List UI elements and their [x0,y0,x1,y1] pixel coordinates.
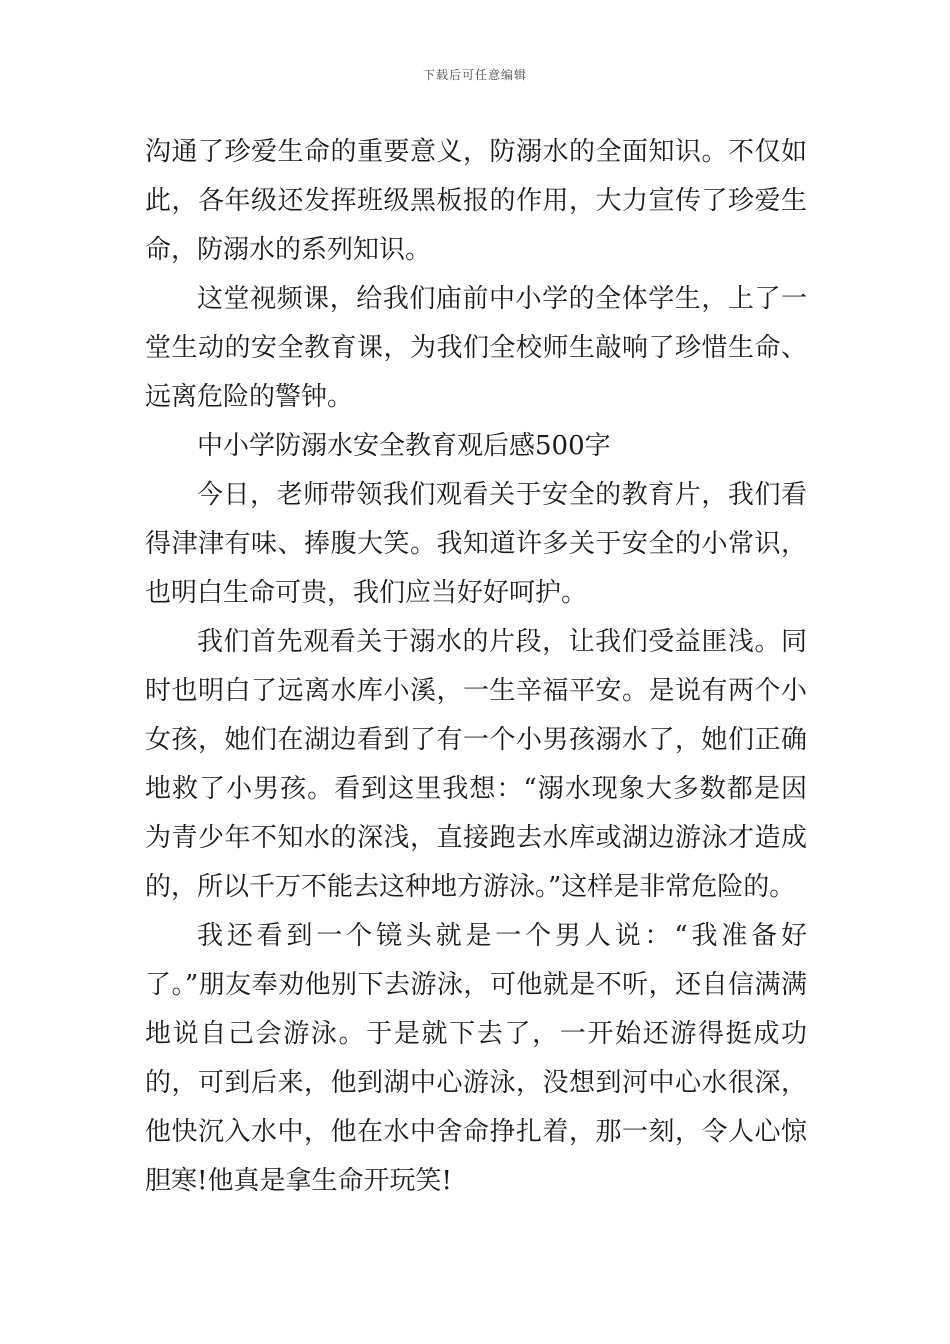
paragraph-5: 我还看到一个镜头就是一个男人说：“我准备好了。”朋友奉劝他别下去游泳，可他就是不听，还自信满满地说自己会游泳。于是就下去了，一开始还游得挺成功的，可到后来，他到湖中心游泳，没想到河中心水很深，他快沉入水中，他在水中舍命挣扎着，那一刻，令人心惊胆寒!他真是拿生命开玩笑! [145,921,807,1196]
paragraph-2: 这堂视频课，给我们庙前中小学的全体学生，上了一堂生动的安全教育课，为我们全校师生敲响了珍惜生命、远离危险的警钟。 [145,284,807,412]
document-body [145,128,807,1206]
paragraph-3: 今日，老师带领我们观看关于安全的教育片，我们看得津津有味、捧腹大笑。我知道许多关于安全的小常识，也明白生命可贵，我们应当好好呵护。 [145,480,807,608]
section-heading: 中小学防溺水安全教育观后感500字 [197,431,611,461]
page-header: 下载后可任意编辑 [422,68,527,82]
paragraph-4: 我们首先观看关于溺水的片段，让我们受益匪浅。同时也明白了远离水库小溪，一生辛福平安。是说有两个小女孩，她们在湖边看到了有一个小男孩溺水了，她们正确地救了小男孩。看到这里我想：“溺水现象大多数都是因为青少年不知水的深浅，直接跑去水库或湖边游泳才造成的，所以千万不能去这种地方游泳。”这样是非常危险的。 [145,627,807,902]
paragraph-1: 沟通了珍爱生命的重要意义，防溺水的全面知识。不仅如此，各年级还发挥班级黑板报的作用，大力宣传了珍爱生命，防溺水的系列知识。 [145,137,807,265]
